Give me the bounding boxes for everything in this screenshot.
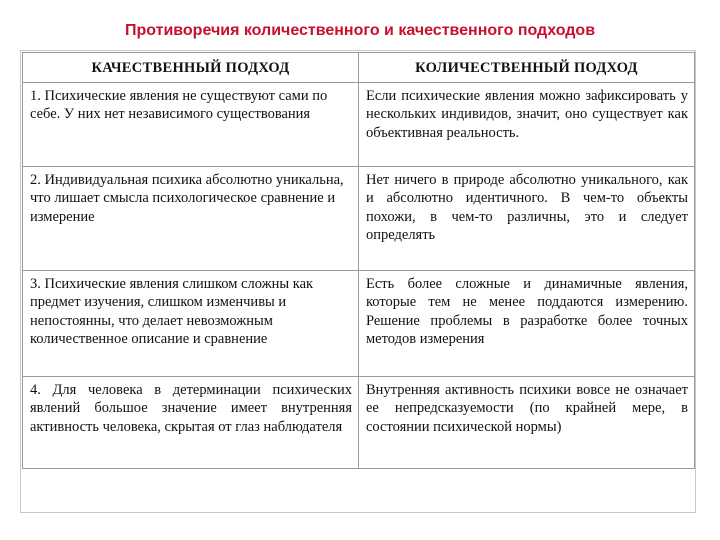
header-qualitative: КАЧЕСТВЕННЫЙ ПОДХОД bbox=[23, 53, 359, 83]
table-row bbox=[23, 376, 695, 468]
quantitative-cell: Внутренняя активность психики вовсе не означает ее непредсказуемости (по крайней мере, в состоянии психической нормы) bbox=[359, 376, 695, 468]
qualitative-cell: 3. Психические явления слишком сложны как предмет изучения, слишком изменчивы и непостоянны, что делает невозможным количественное описание и сравнение bbox=[23, 270, 359, 376]
table-header-row bbox=[23, 53, 695, 83]
qualitative-cell: 1. Психические явления не существуют сами по себе. У них нет независимого существования bbox=[23, 82, 359, 166]
table-row bbox=[23, 82, 695, 166]
page-title: Противоречия количественного и качественного подходов bbox=[124, 22, 596, 39]
qualitative-cell: 4. Для человека в детерминации психических явлений большое значение имеет внутренняя активность человека, скрытая от глаз наблюдателя bbox=[23, 376, 359, 468]
quantitative-cell: Нет ничего в природе абсолютно уникального, как и абсолютно идентичного. В чем-то объекты похожи, в чем-то различны, это и следует определять bbox=[359, 166, 695, 270]
table-row bbox=[23, 166, 695, 270]
qualitative-cell: 2. Индивидуальная психика абсолютно уникальна, что лишает смысла психологическое сравнение и измерение bbox=[23, 166, 359, 270]
comparison-table bbox=[22, 52, 695, 469]
quantitative-cell: Есть более сложные и динамичные явления, которые тем не менее поддаются измерению. Решение проблемы в разработке более точных методов измерения bbox=[359, 270, 695, 376]
header-quantitative: КОЛИЧЕСТВЕННЫЙ ПОДХОД bbox=[359, 53, 695, 83]
table-row bbox=[23, 270, 695, 376]
quantitative-cell: Если психические явления можно зафиксировать у нескольких индивидов, значит, оно существует как объективная реальность. bbox=[359, 82, 695, 166]
